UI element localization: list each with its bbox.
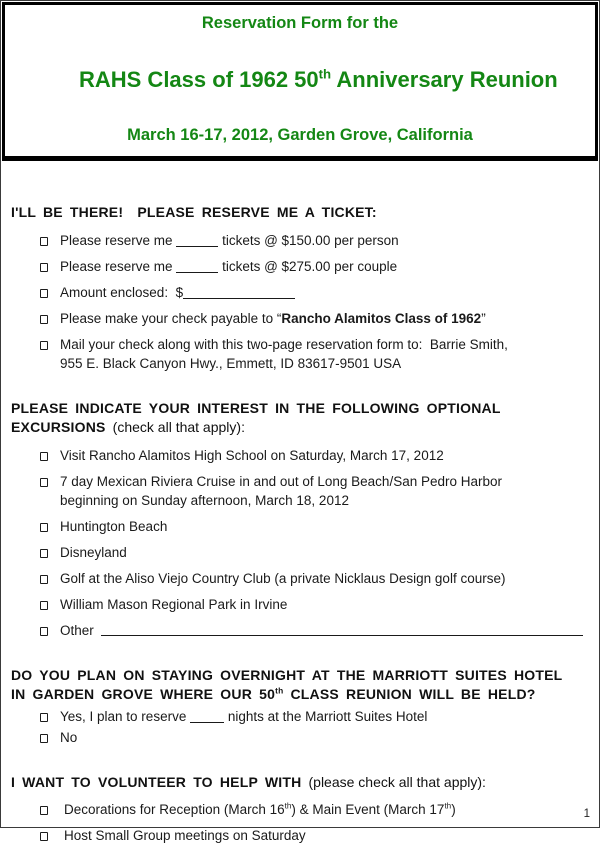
volunteer-title-bold: I WANT TO VOLUNTEER TO HELP WITH <box>11 774 309 791</box>
header-line3: March 16-17, 2012, Garden Grove, California <box>127 126 473 145</box>
payable-payee-name: Rancho Alamitos Class of 1962 <box>281 311 482 327</box>
row-excursion-cruise <box>11 472 585 510</box>
header-line2-superscript: th <box>318 66 332 82</box>
decorations-superscript-2: th <box>444 801 452 811</box>
decorations-label-p1: Decorations for Reception (March 16 <box>64 801 285 817</box>
payable-label-pre: Please make your check payable to “ <box>60 311 282 327</box>
cruise-label-line1: 7 day Mexican Riviera Cruise in and out of Long Beach/San Pedro Harbor <box>60 474 502 490</box>
checkbox-check-payable[interactable] <box>40 315 48 324</box>
checkbox-amount-enclosed[interactable] <box>40 289 48 298</box>
hotel-title-superscript: th <box>275 685 284 696</box>
checkbox-decorations[interactable] <box>40 806 48 815</box>
row-tickets-person <box>11 231 585 250</box>
other-write-in-blank[interactable] <box>101 635 583 636</box>
excursions-title-line1: PLEASE INDICATE YOUR INTEREST IN THE FOLLOWING OPTIONAL <box>11 400 501 417</box>
header-line2-suffix: Anniversary Reunion <box>331 67 558 93</box>
hotel-nights-blank[interactable] <box>190 707 224 723</box>
volunteer-title-note: (please check all that apply): <box>308 774 486 791</box>
row-tickets-couple <box>11 257 585 276</box>
tickets-person-label-post: tickets @ $150.00 per person <box>218 233 399 249</box>
section-volunteer-list <box>11 800 585 845</box>
mail-instruction-line2: 955 E. Black Canyon Hwy., Emmett, ID 83617-9501 USA <box>60 356 402 372</box>
tickets-person-label-pre: Please reserve me <box>60 233 177 249</box>
page-number: 1 <box>583 807 590 820</box>
decorations-label-p2: ) & Main Event (March 17 <box>291 801 445 817</box>
cruise-label-line2: beginning on Sunday afternoon, March 18, 2012 <box>60 493 349 509</box>
excursions-title-note: (check all that apply): <box>112 418 245 435</box>
section-tickets-list <box>11 231 585 373</box>
row-mail-check <box>11 335 585 373</box>
checkbox-park[interactable] <box>40 601 48 610</box>
checkbox-tickets-person[interactable] <box>40 237 48 246</box>
tickets-couple-label-pre: Please reserve me <box>60 259 177 275</box>
mail-instruction-line1: Mail your check along with this two-page reservation form to: Barrie Smith, <box>60 337 508 353</box>
checkbox-tickets-couple[interactable] <box>40 263 48 272</box>
visit-school-label: Visit Rancho Alamitos High School on Saturday, March 17, 2012 <box>60 448 444 464</box>
row-volunteer-host <box>11 826 585 845</box>
row-excursion-huntington <box>11 517 585 536</box>
header-line1: Reservation Form for the <box>201 14 399 32</box>
hotel-no-label: No <box>60 730 78 746</box>
excursions-title-line2: EXCURSIONS <box>11 418 113 435</box>
section-hotel-title <box>11 666 585 703</box>
row-check-payable <box>11 309 585 328</box>
section-volunteer-title <box>11 773 585 792</box>
checkbox-mail-check[interactable] <box>40 341 48 350</box>
hotel-title-line1: DO YOU PLAN ON STAYING OVERNIGHT AT THE MARRIOTT SUITES HOTEL <box>11 667 563 684</box>
row-excursion-golf <box>11 569 585 588</box>
checkbox-visit-school[interactable] <box>40 452 48 461</box>
row-amount-enclosed <box>11 283 585 302</box>
hotel-title-line2-pre: IN GARDEN GROVE WHERE OUR 50 <box>11 685 276 702</box>
huntington-label: Huntington Beach <box>60 519 168 535</box>
disneyland-label: Disneyland <box>60 545 127 561</box>
hotel-yes-label-post: nights at the Marriott Suites Hotel <box>224 709 428 725</box>
row-hotel-no <box>11 728 585 747</box>
row-excursion-disneyland <box>11 543 585 562</box>
tickets-person-count-blank[interactable] <box>176 231 218 247</box>
park-label: William Mason Regional Park in Irvine <box>60 597 288 613</box>
amount-enclosed-blank[interactable] <box>183 283 295 299</box>
form-header-box <box>2 2 598 161</box>
header-line2-text: RAHS Class of 1962 50 <box>78 67 319 93</box>
payable-label-post: ” <box>481 311 486 327</box>
section-excursions-list <box>11 446 585 640</box>
checkbox-disneyland[interactable] <box>40 549 48 558</box>
checkbox-huntington[interactable] <box>40 523 48 532</box>
host-meetings-label: Host Small Group meetings on Saturday <box>64 827 306 843</box>
checkbox-hotel-no[interactable] <box>40 734 48 743</box>
tickets-couple-count-blank[interactable] <box>176 257 218 273</box>
header-line2 <box>9 36 591 123</box>
checkbox-cruise[interactable] <box>40 478 48 487</box>
hotel-yes-label-pre: Yes, I plan to reserve <box>60 709 191 725</box>
decorations-superscript-1: th <box>284 801 292 811</box>
form-body <box>1 203 599 845</box>
row-hotel-yes <box>11 707 585 726</box>
checkbox-other[interactable] <box>40 627 48 636</box>
section-excursions-title <box>11 399 585 436</box>
checkbox-host-meetings[interactable] <box>40 832 48 841</box>
golf-label: Golf at the Aliso Viejo Country Club (a private Nicklaus Design golf course) <box>60 571 506 587</box>
decorations-label-p3: ) <box>451 801 456 817</box>
tickets-couple-label-post: tickets @ $275.00 per couple <box>218 259 398 275</box>
row-volunteer-decorations <box>11 800 585 819</box>
section-hotel-list <box>11 707 585 747</box>
section-tickets-title: I'LL BE THERE! PLEASE RESERVE ME A TICKET: <box>11 203 377 220</box>
checkbox-golf[interactable] <box>40 575 48 584</box>
other-label: Other <box>60 623 94 639</box>
row-excursion-park <box>11 595 585 614</box>
row-excursion-other <box>11 621 585 640</box>
row-excursion-visit-school <box>11 446 585 465</box>
checkbox-hotel-yes[interactable] <box>40 713 48 722</box>
hotel-title-line2-post: CLASS REUNION WILL BE HELD? <box>283 685 536 702</box>
amount-enclosed-label: Amount enclosed: $ <box>60 285 184 301</box>
